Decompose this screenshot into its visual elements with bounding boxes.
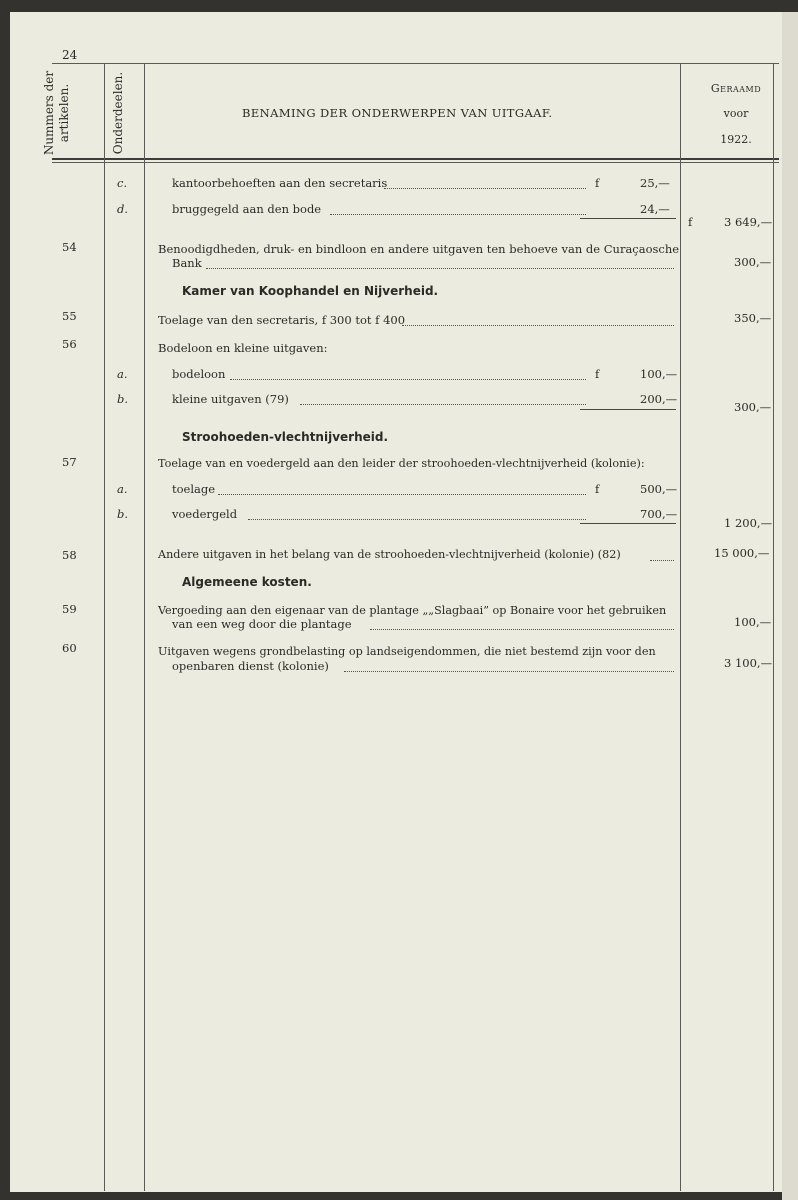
header-sub-label: Onderdeelen. (111, 71, 125, 155)
leader-dots (650, 560, 674, 561)
table-top-rule (52, 63, 779, 64)
leader-dots (206, 268, 674, 269)
row-sub: a. (117, 367, 128, 381)
header-bottom-rule-2 (52, 162, 779, 163)
row-text: Toelage van den secretaris, f 300 tot f 400 (158, 313, 406, 327)
leader-dots (402, 325, 674, 326)
row-text: Vergoeding aan den eigenaar van de plantage „„Slagbaai” op Bonaire voor het gebruiken (158, 604, 667, 617)
row-text: voedergeld (172, 507, 238, 521)
row-sub: b. (117, 507, 129, 521)
row-total: 300,— (734, 255, 772, 269)
leader-dots (344, 671, 674, 672)
section-heading: Stroohoeden-vlechtnijverheid. (182, 430, 389, 444)
subtotal-rule (580, 218, 676, 219)
row-total: 350,— (734, 311, 772, 325)
row-total: 3 100,— (724, 656, 773, 670)
col-divider-1 (104, 63, 105, 1191)
row-currency: f (595, 176, 600, 190)
ledger-page (10, 12, 782, 1192)
leader-dots (248, 519, 586, 520)
row-value: 100,— (640, 367, 678, 381)
row-sub: b. (117, 392, 129, 406)
row-text: toelage (172, 482, 216, 496)
subtotal-rule (580, 409, 676, 410)
article-number: 55 (62, 309, 77, 323)
row-currency: f (595, 367, 600, 381)
header-subdivisions (111, 68, 127, 158)
leader-dots (300, 404, 586, 405)
row-text: bruggegeld aan den bode (172, 202, 322, 216)
row-text-cont: Bank (172, 256, 202, 270)
col-divider-right (773, 63, 774, 1191)
header-amount-1: Geraamd (710, 82, 762, 95)
leader-dots (230, 379, 586, 380)
row-currency: f (595, 482, 600, 496)
row-text: Bodeloon en kleine uitgaven: (158, 341, 328, 355)
row-total: 300,— (734, 400, 772, 414)
row-text: Benoodigdheden, druk- en bindloon en andere uitgaven ten behoeve van de Curaçaosche (158, 242, 680, 256)
header-article-label: Nummers der artikelen. (42, 70, 71, 156)
article-number: 57 (62, 455, 77, 469)
row-text: Andere uitgaven in het belang van de stroohoeden-vlechtnijverheid (kolonie) (82) (158, 548, 621, 561)
col-divider-3 (680, 63, 681, 1191)
row-text-cont: openbaren dienst (kolonie) (172, 659, 329, 673)
header-amount-3: 1922. (720, 133, 752, 146)
row-text: Uitgaven wegens grondbelasting op landseigendommen, die niet bestemd zijn voor den (158, 645, 656, 658)
subtotal-rule (580, 523, 676, 524)
page-edge (782, 12, 798, 1200)
header-amount-2: voor (723, 107, 749, 120)
article-number: 54 (62, 240, 77, 254)
header-description: BENAMING DER ONDERWERPEN VAN UITGAAF. (242, 106, 553, 120)
row-value: 25,— (640, 176, 670, 190)
row-value: 500,— (640, 482, 678, 496)
row-total: 3 649,— (724, 215, 773, 229)
row-value: 700,— (640, 507, 678, 521)
row-value: 200,— (640, 392, 678, 406)
row-sub: c. (117, 176, 128, 190)
row-text: kleine uitgaven (79) (172, 392, 289, 406)
row-total: 100,— (734, 615, 772, 629)
row-text: kantoorbehoeften aan den secretaris (172, 176, 388, 190)
header-bottom-rule (52, 158, 779, 160)
total-currency: f (688, 215, 693, 229)
article-number: 56 (62, 337, 77, 351)
leader-dots (330, 214, 586, 215)
row-total: 1 200,— (724, 516, 773, 530)
row-text: bodeloon (172, 367, 226, 381)
row-sub: a. (117, 482, 128, 496)
header-article-numbers (42, 68, 72, 158)
leader-dots (370, 629, 674, 630)
leader-dots (218, 494, 586, 495)
leader-dots (384, 188, 586, 189)
section-heading: Kamer van Koophandel en Nijverheid. (182, 284, 439, 298)
row-text: Toelage van en voedergeld aan den leider der stroohoeden-vlechtnijverheid (kolonie): (158, 457, 645, 470)
row-total: 15 000,— (714, 546, 770, 560)
section-heading: Algemeene kosten. (182, 575, 312, 589)
row-sub: d. (117, 202, 129, 216)
article-number: 59 (62, 602, 77, 616)
row-text-cont: van een weg door die plantage (172, 617, 352, 631)
article-number: 60 (62, 641, 77, 655)
page-number: 24 (62, 48, 78, 62)
col-divider-2 (144, 63, 145, 1191)
row-value: 24,— (640, 202, 670, 216)
article-number: 58 (62, 548, 77, 562)
